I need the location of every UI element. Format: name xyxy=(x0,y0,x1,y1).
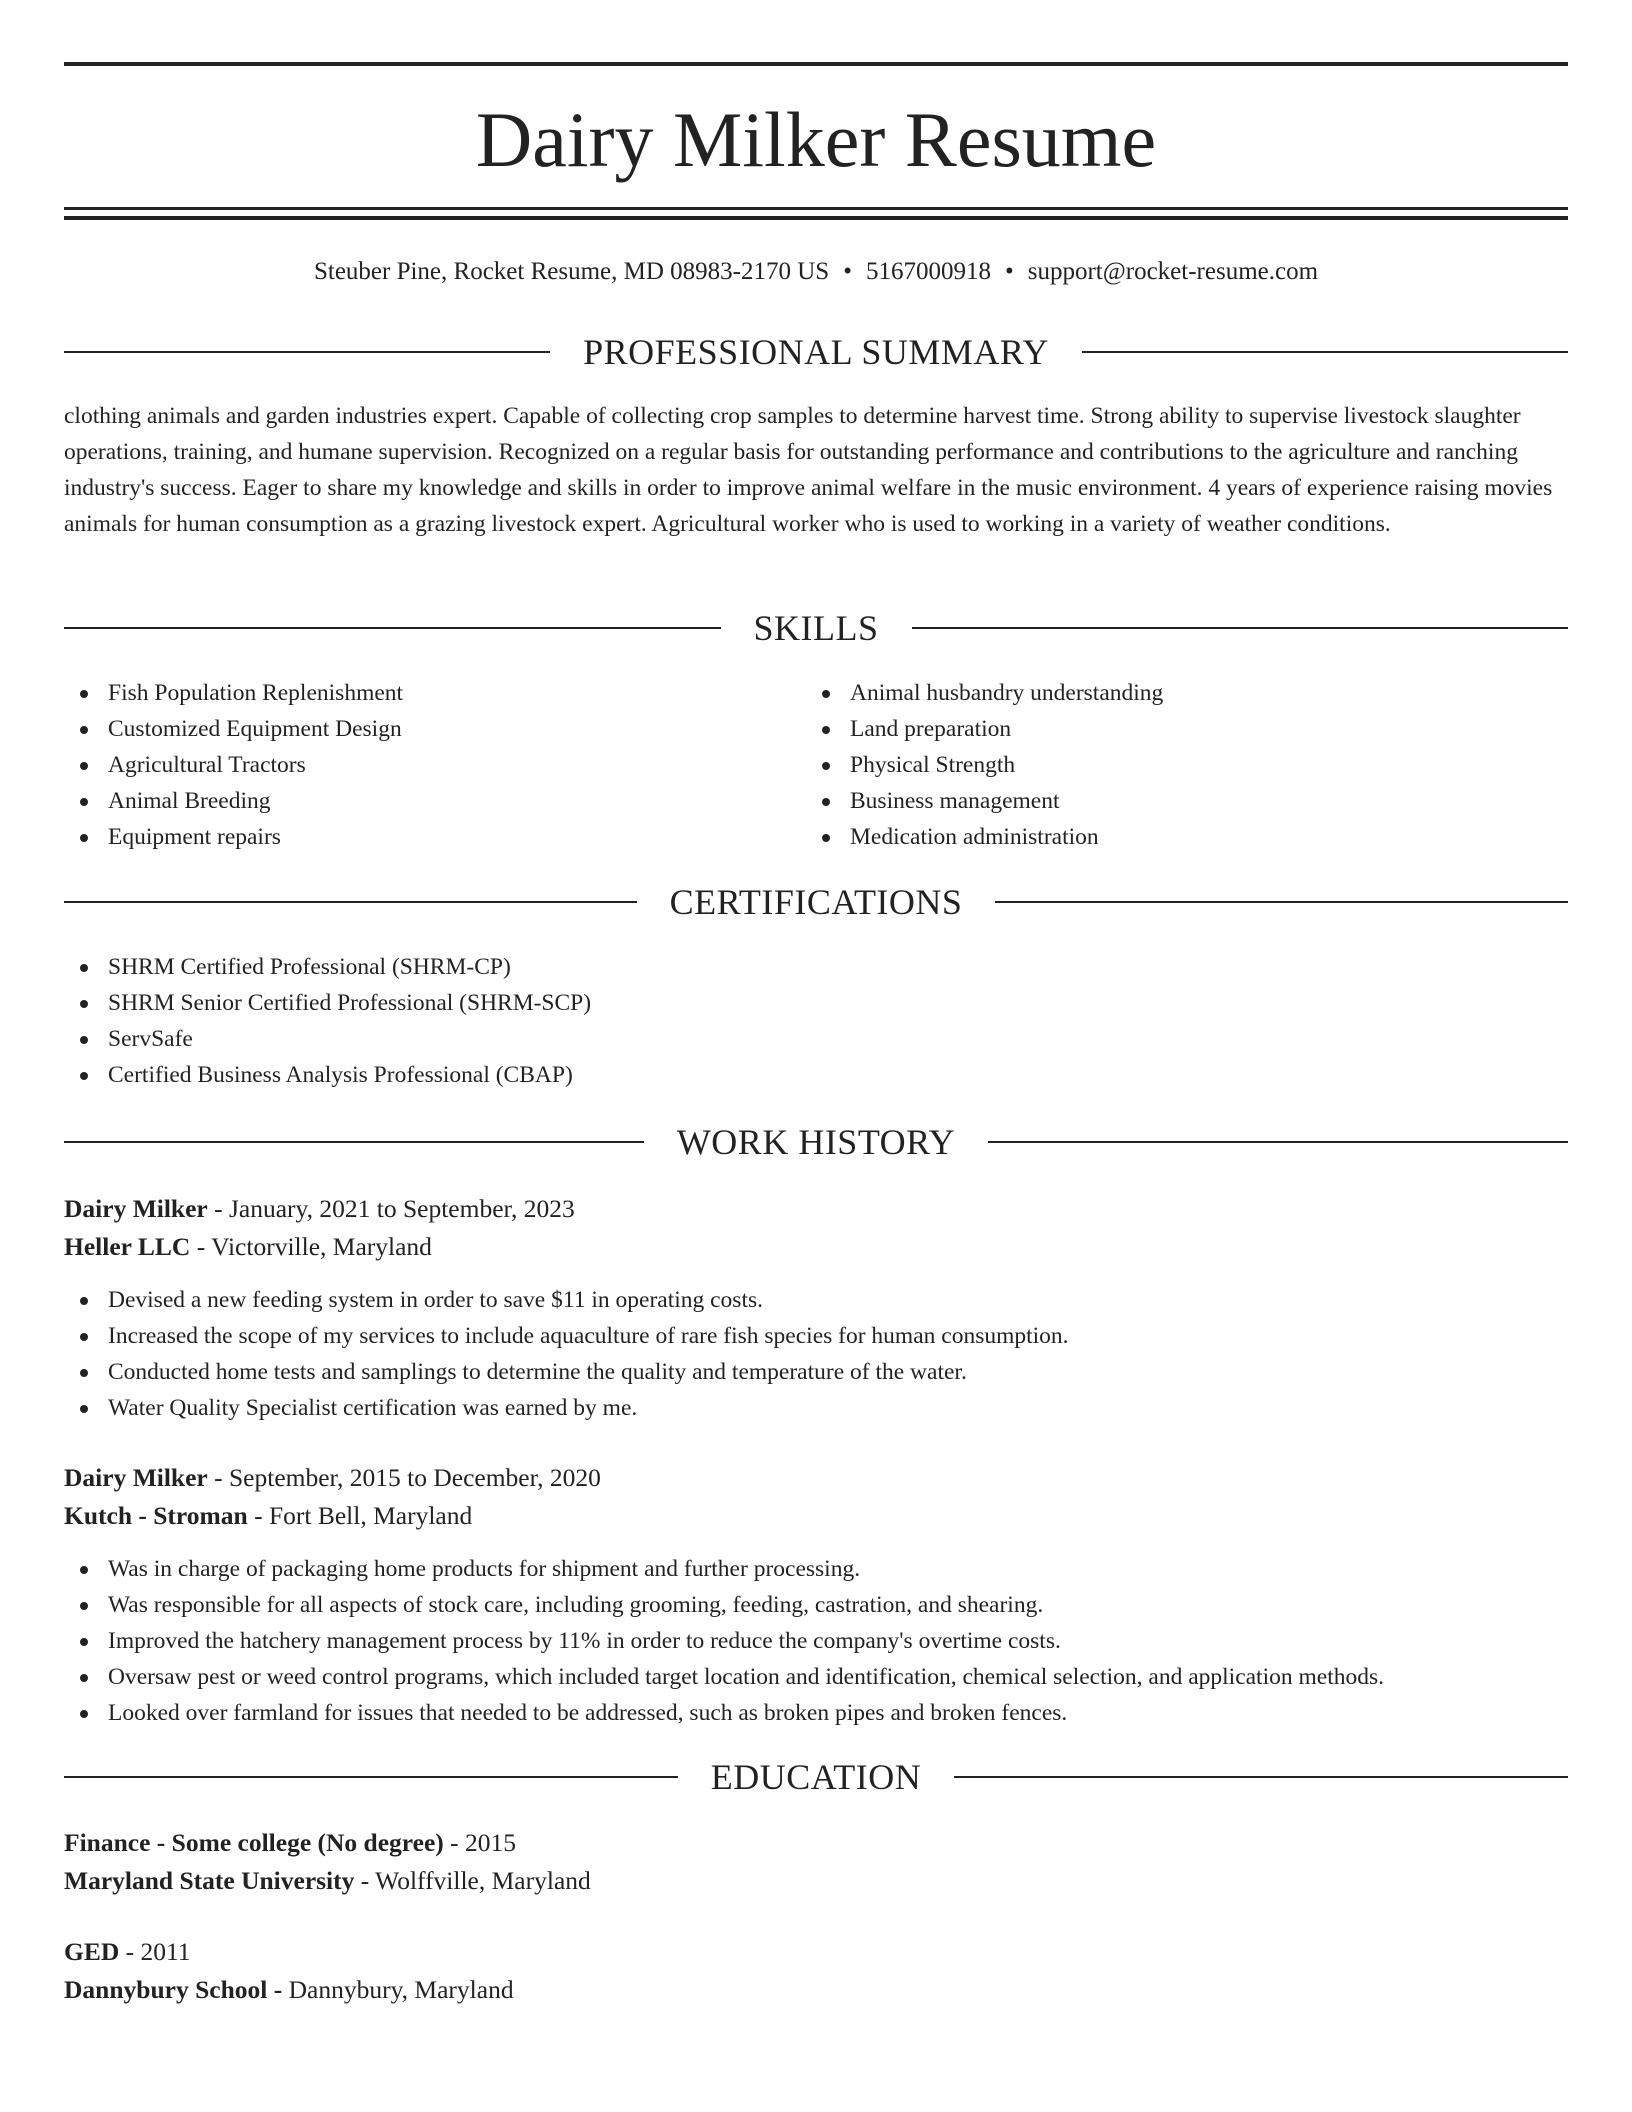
job-dates: - September, 2015 to December, 2020 xyxy=(207,1463,601,1492)
job-company-line xyxy=(64,1228,1568,1266)
resume-title: Dairy Milker Resume xyxy=(475,96,1157,183)
job-company-line xyxy=(64,1497,1568,1535)
summary-text: clothing animals and garden industries expert. Capable of collecting crop samples to determine harvest time. Strong ability to supervise livestock slaughter operations, training, and humane supervision. Recognized on a regular basis for outstanding performance and contributions to the agriculture and ranching industry's success. Eager to share my knowledge and skills in order to improve animal welfare in the music environment. 4 years of experience raising movies animals for human consumption as a grazing livestock expert. Agricultural worker who is used to working in a variety of weather conditions. xyxy=(64,403,1553,537)
section-heading-summary xyxy=(64,330,1568,374)
job-company: Heller LLC xyxy=(64,1232,191,1261)
section-title: CERTIFICATIONS xyxy=(669,882,963,922)
skill-item: Medication administration xyxy=(806,819,1163,855)
job-bullet: Improved the hatchery management process by 11% in order to reduce the company's overtime costs. xyxy=(64,1623,1568,1659)
job-title-line xyxy=(64,1190,1568,1228)
education-degree-line xyxy=(64,1824,1568,1862)
skill-item: Land preparation xyxy=(806,711,1163,747)
job-bullets xyxy=(64,1551,1568,1731)
job-bullet: Conducted home tests and samplings to determine the quality and temperature of the water. xyxy=(64,1354,1568,1390)
heading-rule-left xyxy=(64,1141,644,1143)
certifications-list xyxy=(64,949,591,1093)
heading-rule-left xyxy=(64,1776,678,1778)
job-bullet: Water Quality Specialist certification was earned by me. xyxy=(64,1390,1568,1426)
education-degree: Finance - Some college (No degree) xyxy=(64,1828,444,1857)
education-degree-line xyxy=(64,1933,1568,1971)
skill-item: Customized Equipment Design xyxy=(64,711,403,747)
heading-rule-right xyxy=(1082,351,1568,353)
job-entry xyxy=(64,1459,1568,1731)
contact-phone: 5167000918 xyxy=(865,258,991,285)
heading-rule-right xyxy=(954,1776,1568,1778)
skill-item: Agricultural Tractors xyxy=(64,747,403,783)
contact-address: Steuber Pine, Rocket Resume, MD 08983-2170 US xyxy=(313,258,830,285)
education-location: Dannybury, Maryland xyxy=(282,1975,514,2004)
heading-rule-right xyxy=(995,901,1568,903)
skill-item: Fish Population Replenishment xyxy=(64,675,403,711)
job-bullet: Was responsible for all aspects of stock care, including grooming, feeding, castration, and shearing. xyxy=(64,1587,1568,1623)
job-company: Kutch - Stroman xyxy=(64,1501,248,1530)
education-year: - 2011 xyxy=(119,1937,191,1966)
certification-item: SHRM Senior Certified Professional (SHRM-SCP) xyxy=(64,985,591,1021)
job-bullet: Increased the scope of my services to include aquaculture of rare fish species for human consumption. xyxy=(64,1318,1568,1354)
job-entry xyxy=(64,1190,1568,1426)
section-title: PROFESSIONAL SUMMARY xyxy=(583,332,1049,372)
job-bullet: Was in charge of packaging home products for shipment and further processing. xyxy=(64,1551,1568,1587)
skill-item: Physical Strength xyxy=(806,747,1163,783)
header-double-rule xyxy=(64,207,1568,220)
certification-item: ServSafe xyxy=(64,1021,591,1057)
header-top-rule xyxy=(64,62,1568,66)
skills-list-right xyxy=(806,675,1163,855)
education-year: - 2015 xyxy=(443,1828,517,1857)
education-entry xyxy=(64,1824,1568,1900)
contact-separator: • xyxy=(1004,258,1014,285)
skill-item: Animal husbandry understanding xyxy=(806,675,1163,711)
contact-separator: • xyxy=(843,258,852,285)
section-heading-skills xyxy=(64,606,1568,650)
contact-line xyxy=(64,254,1568,290)
section-title: SKILLS xyxy=(753,608,879,648)
heading-rule-left xyxy=(64,351,550,353)
certification-item: SHRM Certified Professional (SHRM-CP) xyxy=(64,949,591,985)
section-heading-work-history xyxy=(64,1120,1568,1164)
job-dates: - January, 2021 to September, 2023 xyxy=(207,1194,575,1223)
job-bullets xyxy=(64,1282,1568,1426)
job-bullet: Devised a new feeding system in order to save $11 in operating costs. xyxy=(64,1282,1568,1318)
section-heading-education xyxy=(64,1755,1568,1799)
heading-rule-left xyxy=(64,901,637,903)
skills-list-left xyxy=(64,675,403,855)
section-title: WORK HISTORY xyxy=(676,1122,956,1162)
education-school: Maryland State University xyxy=(64,1866,355,1895)
job-location: - Fort Bell, Maryland xyxy=(247,1501,473,1530)
job-title: Dairy Milker xyxy=(64,1463,208,1492)
heading-rule-right xyxy=(988,1141,1568,1143)
education-entry xyxy=(64,1933,1568,2009)
skill-item: Equipment repairs xyxy=(64,819,403,855)
education-degree: GED xyxy=(64,1937,120,1966)
education-school: Dannybury School - xyxy=(64,1975,283,2004)
job-bullet: Looked over farmland for issues that needed to be addressed, such as broken pipes and broken fences. xyxy=(64,1695,1568,1731)
certification-item: Certified Business Analysis Professional (CBAP) xyxy=(64,1057,591,1093)
section-title: EDUCATION xyxy=(710,1757,922,1797)
education-school-line xyxy=(64,1862,1568,1900)
skill-item: Business management xyxy=(806,783,1163,819)
skill-item: Animal Breeding xyxy=(64,783,403,819)
education-location: - Wolffville, Maryland xyxy=(354,1866,591,1895)
job-title: Dairy Milker xyxy=(64,1194,208,1223)
heading-rule-left xyxy=(64,627,721,629)
job-location: - Victorville, Maryland xyxy=(190,1232,432,1261)
job-bullet: Oversaw pest or weed control programs, which included target location and identification, chemical selection, and application methods. xyxy=(64,1659,1568,1695)
job-title-line xyxy=(64,1459,1568,1497)
contact-email: support@rocket-resume.com xyxy=(1027,258,1319,285)
heading-rule-right xyxy=(912,627,1569,629)
section-heading-certifications xyxy=(64,880,1568,924)
education-school-line xyxy=(64,1971,1568,2009)
